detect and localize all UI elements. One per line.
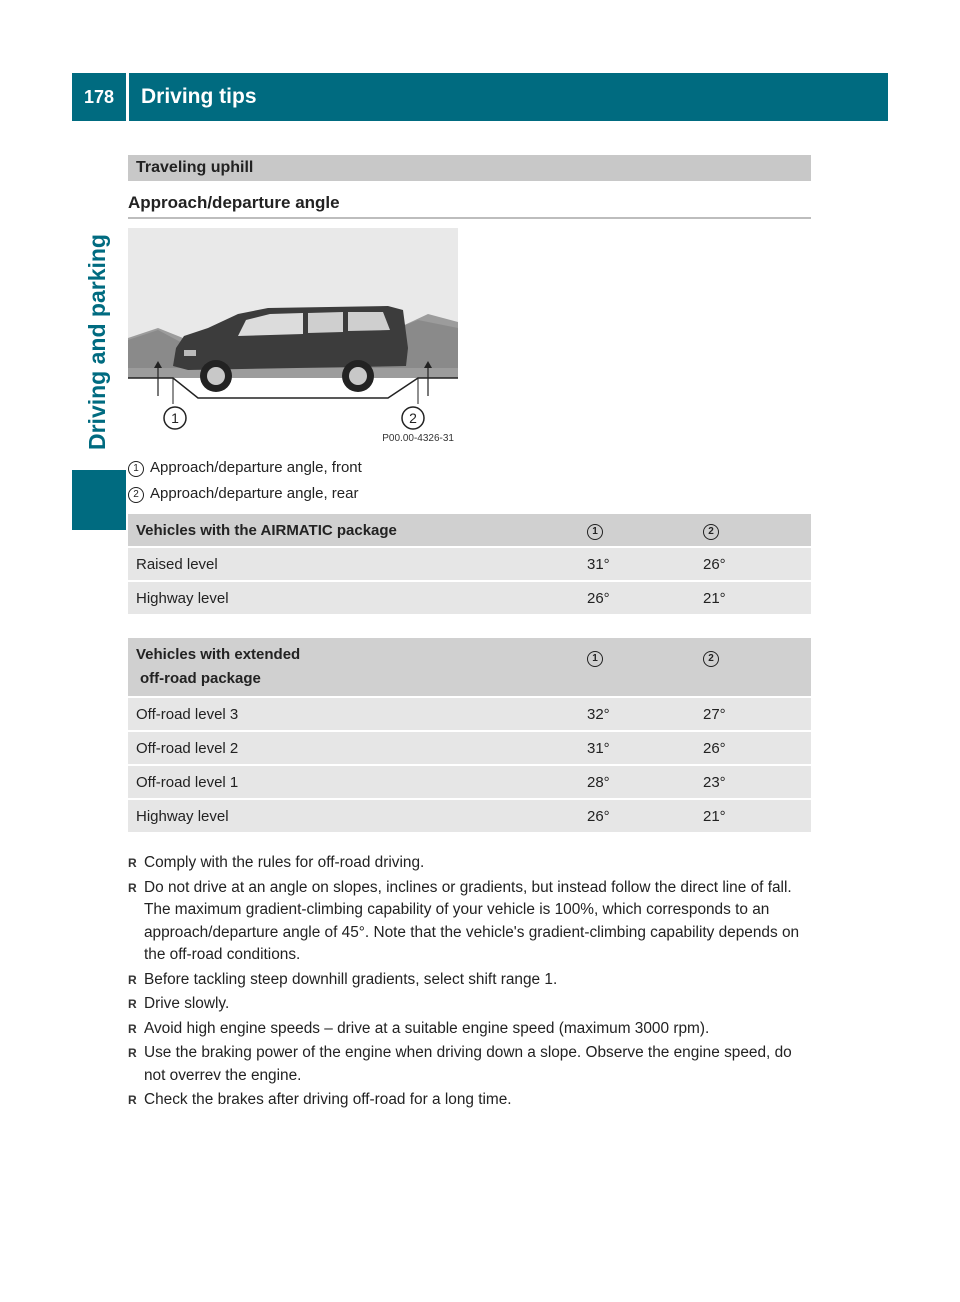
table-cell: Off-road level 1 [128, 766, 579, 798]
list-item: R Avoid high engine speeds – drive at a suitable engine speed (maximum 3000 rpm). [128, 1018, 812, 1041]
table-cell: 28° [579, 766, 695, 798]
figure-code: P00.00-4326-31 [382, 433, 454, 444]
table-cell: 23° [695, 766, 811, 798]
table-cell: 31° [579, 548, 695, 580]
driving-tips-list [128, 852, 812, 1114]
table-cell: 21° [695, 800, 811, 832]
table-header: Vehicles with extended off-road package [128, 638, 579, 696]
figure-caption-1 [128, 458, 362, 477]
table-row [128, 548, 811, 580]
table-cell: 32° [579, 698, 695, 730]
vehicle-angle-figure [128, 228, 458, 448]
section-title: Traveling uphill [128, 155, 811, 181]
table-header-row [128, 638, 811, 696]
vehicle-illustration [128, 228, 458, 448]
table-cell: Highway level [128, 582, 579, 614]
page-number: 178 [72, 73, 126, 121]
list-item: R Before tackling steep downhill gradients, select shift range 1. [128, 969, 812, 992]
table-cell: 26° [695, 732, 811, 764]
table-cell: 26° [579, 800, 695, 832]
table-header: 1 [579, 638, 695, 696]
table-cell: Highway level [128, 800, 579, 832]
figure-callout-2: 2 [409, 410, 417, 426]
table-cell: Off-road level 3 [128, 698, 579, 730]
table-row [128, 732, 811, 764]
section-subtitle: Approach/departure angle [128, 193, 811, 219]
table-row [128, 766, 811, 798]
page-header-title: Driving tips [129, 73, 888, 121]
table-cell: 21° [695, 582, 811, 614]
table-header: 2 [695, 638, 811, 696]
table-row [128, 698, 811, 730]
caption-text-1: Approach/departure angle, front [150, 459, 362, 476]
caption-number-2: 2 [128, 487, 144, 503]
table-header: 2 [695, 514, 811, 546]
list-item: R Comply with the rules for off-road driving. [128, 852, 812, 875]
table-row [128, 582, 811, 614]
airmatic-angle-table [128, 512, 811, 616]
chapter-side-label: Driving and parking [84, 234, 110, 450]
table-cell: 26° [579, 582, 695, 614]
table-cell: Off-road level 2 [128, 732, 579, 764]
table-header: 1 [579, 514, 695, 546]
table-header-row [128, 514, 811, 546]
caption-number-1: 1 [128, 461, 144, 477]
list-item: R Check the brakes after driving off-road for a long time. [128, 1089, 812, 1112]
table-cell: 31° [579, 732, 695, 764]
table-cell: Raised level [128, 548, 579, 580]
figure-caption-2 [128, 484, 358, 503]
table-row [128, 800, 811, 832]
table-cell: 26° [695, 548, 811, 580]
list-item: R Use the braking power of the engine when driving down a slope. Observe the engine speed, do not overrev the engine. [128, 1042, 812, 1087]
offroad-angle-table [128, 636, 811, 834]
table-header: Vehicles with the AIRMATIC package [128, 514, 579, 546]
table-cell: 27° [695, 698, 811, 730]
list-item: R Do not drive at an angle on slopes, inclines or gradients, but instead follow the direct line of fall. The maximum gradient-climbing capability of your vehicle is 100%, which corresponds to an approach/departure angle of 45°. Note that the vehicle's gradient-climbing capability depends on the off-road conditions. [128, 877, 812, 967]
list-item: R Drive slowly. [128, 993, 812, 1016]
chapter-side-block [72, 470, 126, 530]
caption-text-2: Approach/departure angle, rear [150, 485, 359, 502]
figure-callout-1: 1 [171, 410, 179, 426]
